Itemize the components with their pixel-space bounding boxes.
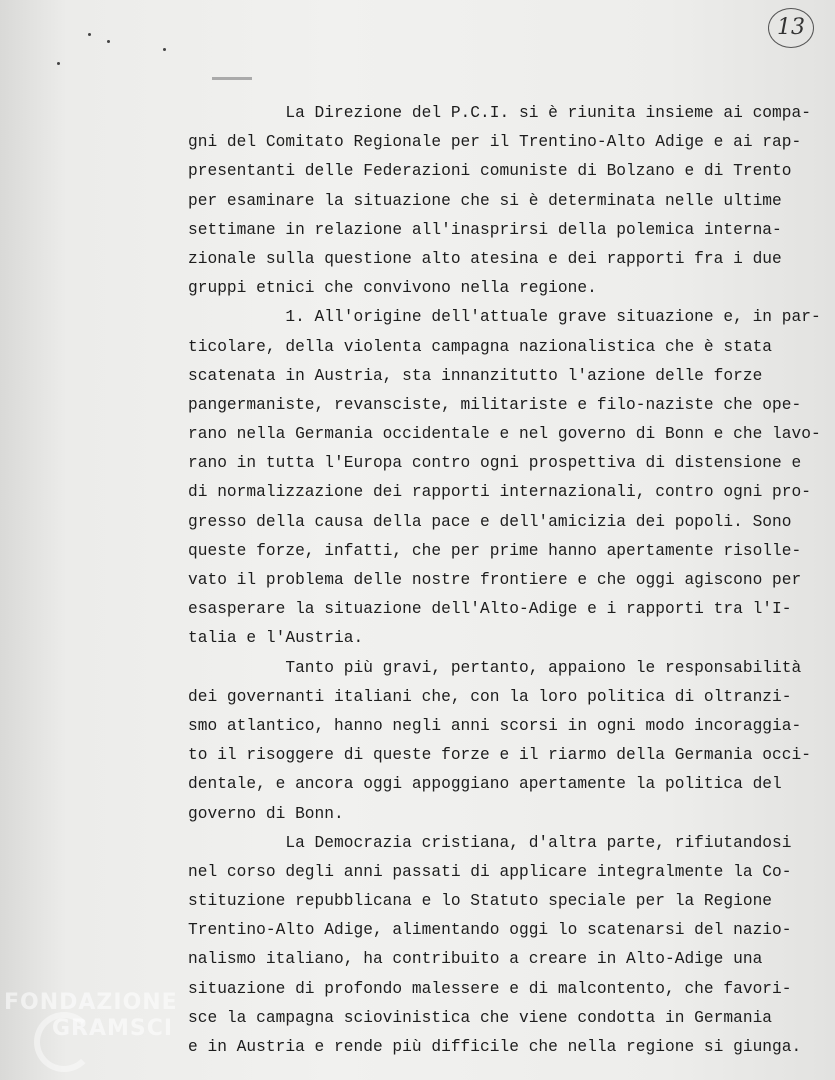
ink-speck xyxy=(88,33,91,36)
text-line: gni del Comitato Regionale per il Trentino-Alto Adige e ai rap- xyxy=(188,133,802,152)
text-line: 1. All'origine dell'attuale grave situazione e, in par- xyxy=(188,308,821,327)
text-line: nel corso degli anni passati di applicare integralmente la Co- xyxy=(188,862,792,881)
text-line: La Democrazia cristiana, d'altra parte, rifiutandosi xyxy=(188,833,792,852)
text-line: dentale, e ancora oggi appoggiano apertamente la politica del xyxy=(188,775,782,794)
text-line: zionale sulla questione alto atesina e dei rapporti fra i due xyxy=(188,249,782,268)
text-line: Tanto più gravi, pertanto, appaiono le responsabilità xyxy=(188,658,802,677)
text-line: settimane in relazione all'inasprirsi della polemica interna- xyxy=(188,220,782,239)
text-line: esasperare la situazione dell'Alto-Adige e i rapporti tra l'I- xyxy=(188,600,792,619)
text-line: nalismo italiano, ha contribuito a creare in Alto-Adige una xyxy=(188,950,763,969)
watermark-line2: GRAMSCI xyxy=(52,1016,174,1041)
text-line: talia e l'Austria. xyxy=(188,629,364,648)
text-line: smo atlantico, hanno negli anni scorsi in ogni modo incoraggia- xyxy=(188,716,802,735)
ink-speck xyxy=(163,48,166,51)
text-line: La Direzione del P.C.I. si è riunita insieme ai compa- xyxy=(188,104,811,122)
text-line: Trentino-Alto Adige, alimentando oggi lo scatenarsi del nazio- xyxy=(188,921,792,940)
text-line: gresso della causa della pace e dell'amicizia dei popoli. Sono xyxy=(188,512,792,531)
text-line: di normalizzazione dei rapporti internazionali, contro ogni pro- xyxy=(188,483,811,502)
text-line: pangermaniste, revansciste, militariste e filo-naziste che ope- xyxy=(188,395,802,414)
text-line: governo di Bonn. xyxy=(188,804,344,823)
text-line: stituzione repubblicana e lo Statuto speciale per la Regione xyxy=(188,892,773,911)
text-line: per esaminare la situazione che si è determinata nelle ultime xyxy=(188,191,782,210)
text-line: rano in tutta l'Europa contro ogni prospettiva di distensione e xyxy=(188,454,802,473)
text-line: sce la campagna sciovinistica che viene condotta in Germania xyxy=(188,1008,773,1027)
text-line: e in Austria e rende più difficile che nella regione si giunga. xyxy=(188,1038,802,1056)
text-line: vato il problema delle nostre frontiere e che oggi agiscono per xyxy=(188,571,802,589)
text-line: dei governanti italiani che, con la loro politica di oltranzi- xyxy=(188,687,792,706)
text-line: scatenata in Austria, sta innanzitutto l'azione delle forze xyxy=(188,366,763,385)
text-line: to il risoggere di queste forze e il riarmo della Germania occi- xyxy=(188,746,811,765)
watermark-logo xyxy=(4,990,204,1070)
ink-speck xyxy=(107,40,110,43)
text-line: queste forze, infatti, che per prime hanno apertamente risolle- xyxy=(188,541,802,560)
page-number: 13 xyxy=(768,8,814,48)
watermark-line1: FONDAZIONE xyxy=(4,990,178,1015)
text-line: presentanti delle Federazioni comuniste di Bolzano e di Trento xyxy=(188,162,792,181)
typed-text-body xyxy=(188,99,820,1062)
text-line: gruppi etnici che convivono nella regione. xyxy=(188,279,597,298)
decorative-dash xyxy=(212,77,252,80)
text-line: rano nella Germania occidentale e nel governo di Bonn e che lavo- xyxy=(188,425,821,444)
text-line: ticolare, della violenta campagna nazionalistica che è stata xyxy=(188,337,773,356)
text-line: situazione di profondo malessere e di malcontento, che favori- xyxy=(188,979,792,998)
ink-speck xyxy=(57,62,60,65)
